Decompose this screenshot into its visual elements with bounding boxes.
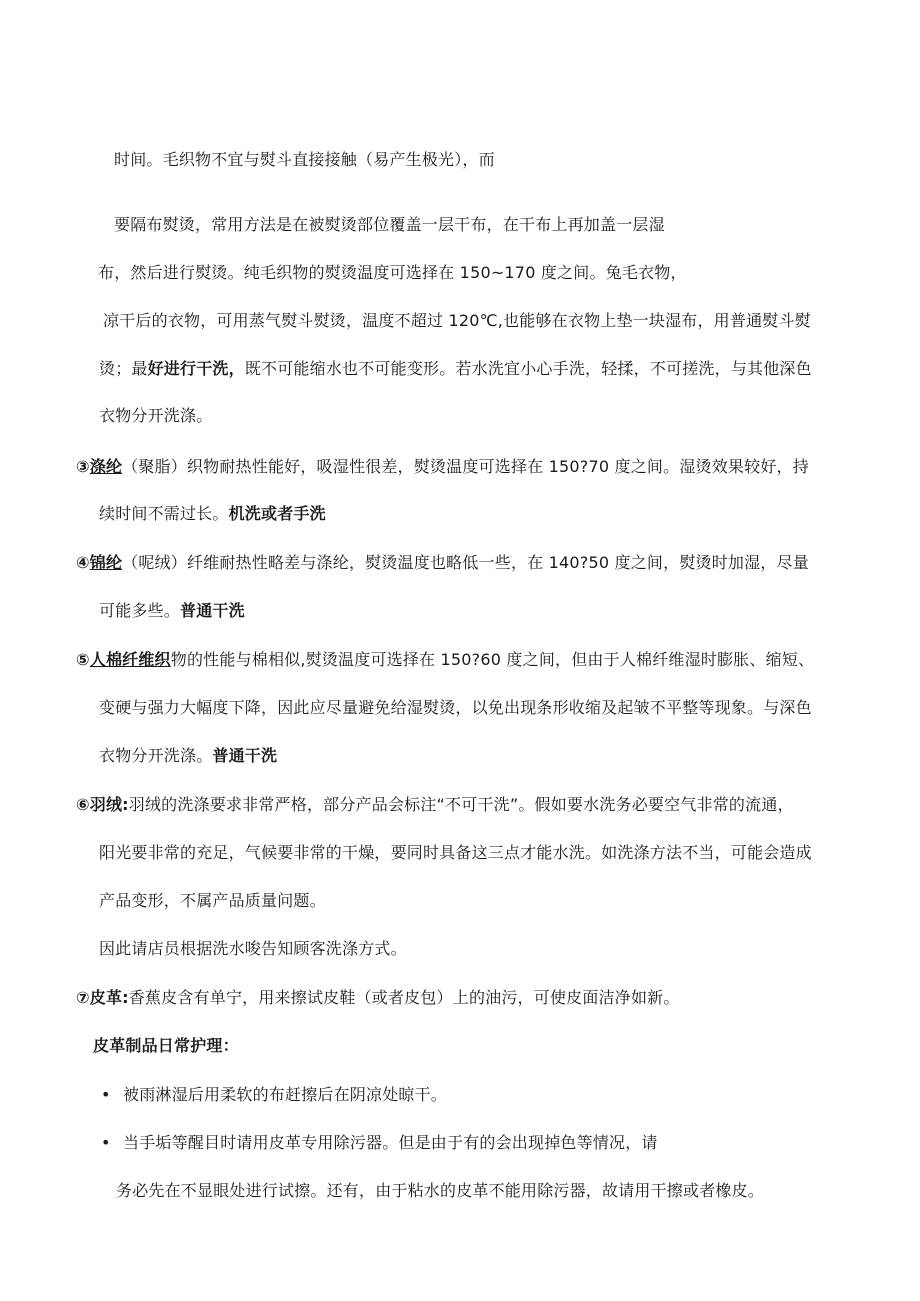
paragraph-line: 产品变形，不属产品质量问题。: [99, 891, 326, 910]
list-item-continuation: 务必先在不显眼处进行试擦。还有，由于粘水的皮革不能用除污器，故请用干擦或者橡皮。: [116, 1181, 765, 1200]
paragraph-line: 续时间不需过长。机洗或者手洗: [99, 504, 326, 523]
paragraph-line: 时间。毛织物不宜与熨斗直接接触（易产生极光），而: [114, 150, 495, 169]
section-number: ③: [76, 457, 90, 476]
section-term: 人棉纤维织: [89, 650, 171, 669]
bullet-icon: •: [101, 1133, 111, 1152]
paragraph-line: 阳光要非常的充足，气候要非常的干燥，要同时具备这三点才能水洗。如洗涤方法不当，可能会造成: [99, 843, 812, 862]
bullet-icon: •: [101, 1085, 111, 1104]
paragraph-line: 凉干后的衣物，可用蒸气熨斗熨烫，温度不超过 120℃,也能够在衣物上垫一块湿布，用普通熨斗熨: [103, 311, 811, 330]
section-rayon: ⑤人棉纤维织物的性能与棉相似,熨烫温度可选择在 150?60 度之间，但由于人棉纤维湿时膨胀、缩短、: [76, 650, 815, 669]
section-number: ⑦: [76, 988, 90, 1007]
section-nylon: ④锦纶（呢绒）纤维耐热性略差与涤纶，熨烫温度也略低一些，在 140?50 度之间，熨烫时加湿，尽量: [76, 553, 809, 572]
section-polyester: ③涤纶（聚脂）织物耐热性能好，吸湿性很差，熨烫温度可选择在 150?70 度之间。湿烫效果较好，持: [76, 457, 809, 476]
paragraph-line: 衣物分开洗涤。普通干洗: [99, 746, 278, 765]
section-number: ⑥: [76, 795, 90, 814]
section-term: 皮革:: [89, 988, 129, 1007]
paragraph-line: 衣物分开洗涤。: [99, 406, 213, 425]
paragraph-line: 烫；最好进行干洗，既不可能缩水也不可能变形。若水洗宜小心手洗，轻揉，不可搓洗，与其他深色: [99, 359, 812, 378]
section-term: 涤纶: [89, 457, 123, 476]
section-down: ⑥羽绒:羽绒的洗涤要求非常严格，部分产品会标注“不可干洗”。假如要水洗务必要空气非常的流通，: [76, 795, 794, 814]
bold-note: 普通干洗: [212, 746, 278, 765]
bold-note: 好进行干洗，: [147, 359, 245, 378]
section-term: 羽绒:: [89, 795, 129, 814]
section-number: ⑤: [76, 650, 90, 669]
paragraph-line: 可能多些。普通干洗: [99, 601, 245, 620]
paragraph-line: 因此请店员根据洗水唆告知顾客洗涤方式。: [99, 939, 407, 958]
care-heading: 皮革制品日常护理：: [93, 1036, 239, 1055]
list-item: 被雨淋湿后用柔软的布赶擦后在阴凉处晾干。: [123, 1085, 448, 1104]
paragraph-line: 布，然后进行熨烫。纯毛织物的熨烫温度可选择在 150~170 度之间。兔毛衣物，: [98, 263, 687, 282]
section-term: 锦纶: [89, 553, 123, 572]
section-leather: ⑦皮革:香蕉皮含有单宁，用来擦试皮鞋（或者皮包）上的油污，可使皮面洁净如新。: [76, 988, 680, 1007]
paragraph-line: 要隔布熨烫，常用方法是在被熨烫部位覆盖一层干布，在干布上再加盖一层湿: [114, 215, 665, 234]
paragraph-line: 变硬与强力大幅度下降，因此应尽量避免给湿熨烫，以免出现条形收缩及起皱不平整等现象。与深色: [99, 698, 812, 717]
list-item: 当手垢等醒目时请用皮革专用除污器。但是由于有的会出现掉色等情况，请: [123, 1133, 658, 1152]
section-number: ④: [76, 553, 90, 572]
bold-note: 普通干洗: [180, 601, 245, 620]
bold-note: 机洗或者手洗: [228, 504, 326, 523]
